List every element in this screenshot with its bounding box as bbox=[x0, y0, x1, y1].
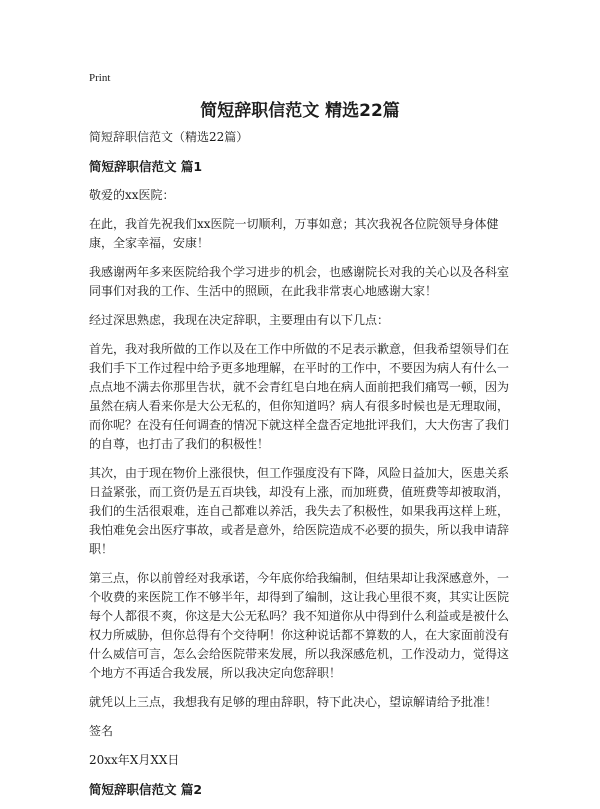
paragraph: 在此，我首先祝我们xx医院一切顺利，万事如意；其次我祝各位院领导身体健康，全家幸福，安康！ bbox=[89, 217, 499, 250]
date: 20xx年X月XX日 bbox=[89, 753, 180, 767]
salutation: 敬爱的xx医院： bbox=[89, 188, 175, 202]
document-subtitle: 简短辞职信范文（精选22篇） bbox=[89, 130, 249, 144]
paragraph: 经过深思熟虑，我现在决定辞职，主要理由有以下几点： bbox=[89, 313, 390, 327]
paragraph: 首先，我对我所做的工作以及在工作中所做的不足表示歉意，但我希望领导们在我们手下工作过程中给予更多地理解，在平时的工作中，不要因为病人有什么一点点地不满去你那里告状，就不会青红皂白地在病人面前把我们痛骂一顿，因为虽然在病人看来你是大公无私的，但你知道吗？病人有很多时候也是无理取闹，而你呢？在没有任何调查的情况下就这样全盘否定地批评我们，大大伤害了我们的自尊，也打击了我们的积极性！ bbox=[89, 342, 510, 451]
document-title: 简短辞职信范文 精选22篇 bbox=[200, 101, 400, 121]
paragraph: 第三点，你以前曾经对我承诺，今年底你给我编制，但结果却让我深感意外，一个收费的来医院工作不够半年，却得到了编制，这让我心里很不爽，其实让医院每个人都很不爽，你这是大公无私吗？我不知道你从中得到什么利益或是被什么权力所威胁，但你总得有个交待啊！你这种说话都不算数的人，在大家面前没有什么威信可言，怎么会给医院带来发展，所以我深感危机，工作没动力，觉得这个地方不再适合我发展，所以我决定向您辞职！ bbox=[89, 571, 510, 680]
section-heading-1: 简短辞职信范文 篇1 bbox=[89, 159, 203, 174]
paragraph: 就凭以上三点，我想我有足够的理由辞职，特下此决心，望谅解请给予批准！ bbox=[89, 695, 498, 709]
section-heading-2: 简短辞职信范文 篇2 bbox=[89, 782, 203, 797]
signature: 签名 bbox=[89, 724, 114, 738]
paragraph: 我感谢两年多来医院给我个学习进步的机会，也感谢院长对我的关心以及各科室同事们对我的工作、生活中的照顾，在此我非常衷心地感谢大家！ bbox=[89, 265, 510, 298]
print-label[interactable]: Print bbox=[89, 72, 111, 84]
paragraph: 其次，由于现在物价上涨很快，但工作强度没有下降，风险日益加大，医患关系日益紧张，而工资仍是五百块钱，却没有上涨，而加班费，值班费等却被取消，我们的生活很艰难，连自己都难以养活，我失去了积极性，如果我再这样上班，我怕难免会出医疗事故，或者是意外，给医院造成不必要的损失，所以我申请辞职！ bbox=[89, 466, 510, 556]
document-body bbox=[89, 128, 514, 809]
